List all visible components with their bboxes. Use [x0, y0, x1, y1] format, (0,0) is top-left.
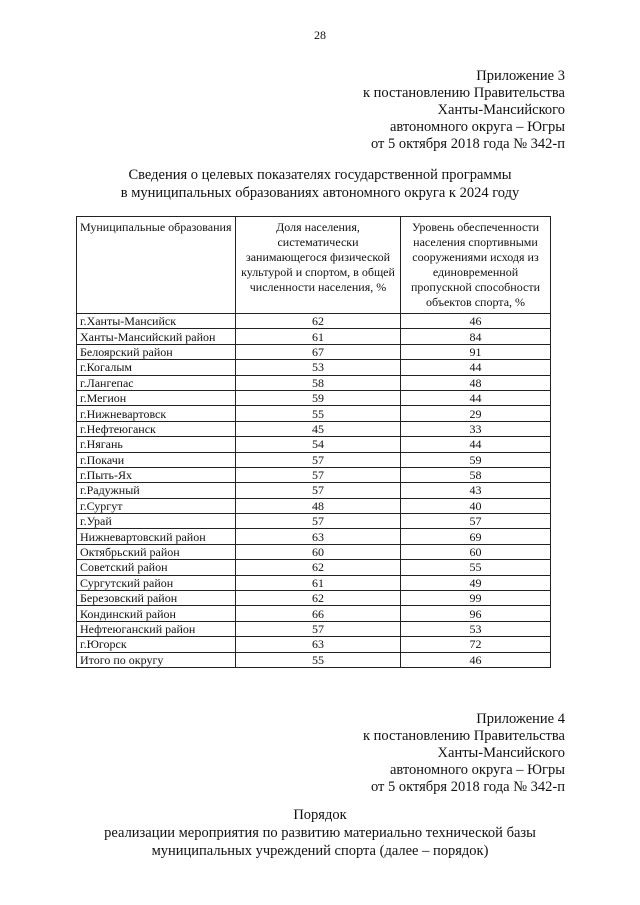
cell-municipality: Ханты-Мансийский район — [77, 329, 236, 344]
table-row — [77, 591, 551, 606]
cell-facility-level: 59 — [401, 452, 551, 467]
cell-sport-share: 62 — [236, 591, 401, 606]
cell-sport-share: 59 — [236, 390, 401, 405]
cell-facility-level: 46 — [401, 652, 551, 667]
cell-facility-level: 44 — [401, 360, 551, 375]
table-title-line-2: в муниципальных образованиях автономного округа к 2024 году — [120, 185, 520, 201]
table-title — [0, 166, 640, 202]
cell-facility-level: 84 — [401, 329, 551, 344]
cell-municipality: г.Ханты-Мансийск — [77, 314, 236, 329]
table-row — [77, 575, 551, 590]
procedure-heading: Порядок — [293, 807, 347, 823]
appendix-3-header — [363, 68, 565, 153]
table-row — [77, 483, 551, 498]
cell-sport-share: 58 — [236, 375, 401, 390]
cell-municipality: Нижневартовский район — [77, 529, 236, 544]
procedure-line-2: муниципальных учреждений спорта (далее – порядок) — [151, 843, 489, 859]
table-row — [77, 621, 551, 636]
cell-sport-share: 61 — [236, 575, 401, 590]
cell-facility-level: 69 — [401, 529, 551, 544]
table-row — [77, 314, 551, 329]
cell-sport-share: 60 — [236, 544, 401, 559]
cell-sport-share: 53 — [236, 360, 401, 375]
cell-municipality: г.Сургут — [77, 498, 236, 513]
cell-municipality: Советский район — [77, 560, 236, 575]
table-row — [77, 560, 551, 575]
cell-sport-share: 67 — [236, 344, 401, 359]
cell-municipality: Нефтеюганский район — [77, 621, 236, 636]
cell-municipality: г.Мегион — [77, 390, 236, 405]
appendix-4-header — [363, 711, 565, 796]
cell-facility-level: 49 — [401, 575, 551, 590]
cell-facility-level: 53 — [401, 621, 551, 636]
cell-sport-share: 57 — [236, 621, 401, 636]
cell-sport-share: 61 — [236, 329, 401, 344]
cell-municipality: г.Радужный — [77, 483, 236, 498]
cell-municipality: г.Пыть-Ях — [77, 467, 236, 482]
cell-municipality: Сургутский район — [77, 575, 236, 590]
cell-municipality: Итого по округу — [77, 652, 236, 667]
cell-sport-share: 63 — [236, 529, 401, 544]
cell-facility-level: 43 — [401, 483, 551, 498]
cell-sport-share: 66 — [236, 606, 401, 621]
cell-facility-level: 46 — [401, 314, 551, 329]
cell-facility-level: 58 — [401, 467, 551, 482]
table-row — [77, 498, 551, 513]
table-row — [77, 329, 551, 344]
table-row — [77, 637, 551, 652]
cell-municipality: г.Югорск — [77, 637, 236, 652]
appendix-3-line: Приложение 3 — [476, 68, 565, 84]
cell-sport-share: 62 — [236, 560, 401, 575]
cell-sport-share: 62 — [236, 314, 401, 329]
cell-municipality: г.Покачи — [77, 452, 236, 467]
table-row — [77, 437, 551, 452]
appendix-4-line: автономного округа – Югры — [389, 762, 565, 778]
cell-municipality: г.Нефтеюганск — [77, 421, 236, 436]
cell-facility-level: 40 — [401, 498, 551, 513]
cell-sport-share: 57 — [236, 514, 401, 529]
cell-facility-level: 91 — [401, 344, 551, 359]
header-municipality: Муниципальные образования — [77, 217, 236, 314]
appendix-3-line: от 5 октября 2018 года № 342-п — [370, 136, 565, 152]
table-row — [77, 514, 551, 529]
cell-sport-share: 63 — [236, 637, 401, 652]
table-row — [77, 652, 551, 667]
table-body — [77, 314, 551, 668]
appendix-3-line: Ханты-Мансийского — [437, 102, 565, 118]
table-title-line-1: Сведения о целевых показателях государственной программы — [128, 167, 512, 183]
cell-municipality: Березовский район — [77, 591, 236, 606]
cell-municipality: Октябрьский район — [77, 544, 236, 559]
cell-facility-level: 72 — [401, 637, 551, 652]
indicators-table — [76, 216, 551, 668]
table-row — [77, 421, 551, 436]
cell-facility-level: 99 — [401, 591, 551, 606]
table-header-row — [77, 217, 551, 314]
cell-facility-level: 44 — [401, 437, 551, 452]
procedure-title — [0, 806, 640, 860]
cell-municipality: г.Урай — [77, 514, 236, 529]
cell-municipality: г.Нягань — [77, 437, 236, 452]
cell-sport-share: 57 — [236, 467, 401, 482]
cell-facility-level: 29 — [401, 406, 551, 421]
cell-municipality: Белоярский район — [77, 344, 236, 359]
appendix-4-line: Приложение 4 — [476, 711, 565, 727]
appendix-4-line: от 5 октября 2018 года № 342-п — [370, 779, 565, 795]
table-row — [77, 467, 551, 482]
cell-municipality: Кондинский район — [77, 606, 236, 621]
cell-sport-share: 55 — [236, 652, 401, 667]
table-row — [77, 544, 551, 559]
cell-sport-share: 54 — [236, 437, 401, 452]
cell-facility-level: 44 — [401, 390, 551, 405]
table-row — [77, 375, 551, 390]
table-row — [77, 529, 551, 544]
cell-sport-share: 48 — [236, 498, 401, 513]
header-sport-share: Доля населения, систематически занимающегося физической культурой и спортом, в общей численности населения, % — [236, 217, 401, 314]
appendix-3-line: к постановлению Правительства — [363, 85, 565, 101]
page-number: 28 — [314, 28, 326, 42]
cell-sport-share: 55 — [236, 406, 401, 421]
cell-facility-level: 33 — [401, 421, 551, 436]
table-row — [77, 606, 551, 621]
cell-municipality: г.Нижневартовск — [77, 406, 236, 421]
table-row — [77, 406, 551, 421]
cell-sport-share: 45 — [236, 421, 401, 436]
cell-facility-level: 55 — [401, 560, 551, 575]
cell-municipality: г.Лангепас — [77, 375, 236, 390]
cell-facility-level: 60 — [401, 544, 551, 559]
table-row — [77, 344, 551, 359]
header-facility-level: Уровень обеспеченности населения спортивными сооружениями исходя из единовременной пропускной способности объектов спорта, % — [401, 217, 551, 314]
cell-sport-share: 57 — [236, 483, 401, 498]
cell-facility-level: 96 — [401, 606, 551, 621]
cell-sport-share: 57 — [236, 452, 401, 467]
cell-facility-level: 48 — [401, 375, 551, 390]
appendix-3-line: автономного округа – Югры — [389, 119, 565, 135]
table-row — [77, 390, 551, 405]
appendix-4-line: к постановлению Правительства — [363, 728, 565, 744]
table-row — [77, 360, 551, 375]
appendix-4-line: Ханты-Мансийского — [437, 745, 565, 761]
procedure-line-1: реализации мероприятия по развитию материально технической базы — [104, 825, 536, 841]
table-row — [77, 452, 551, 467]
cell-municipality: г.Когалым — [77, 360, 236, 375]
cell-facility-level: 57 — [401, 514, 551, 529]
